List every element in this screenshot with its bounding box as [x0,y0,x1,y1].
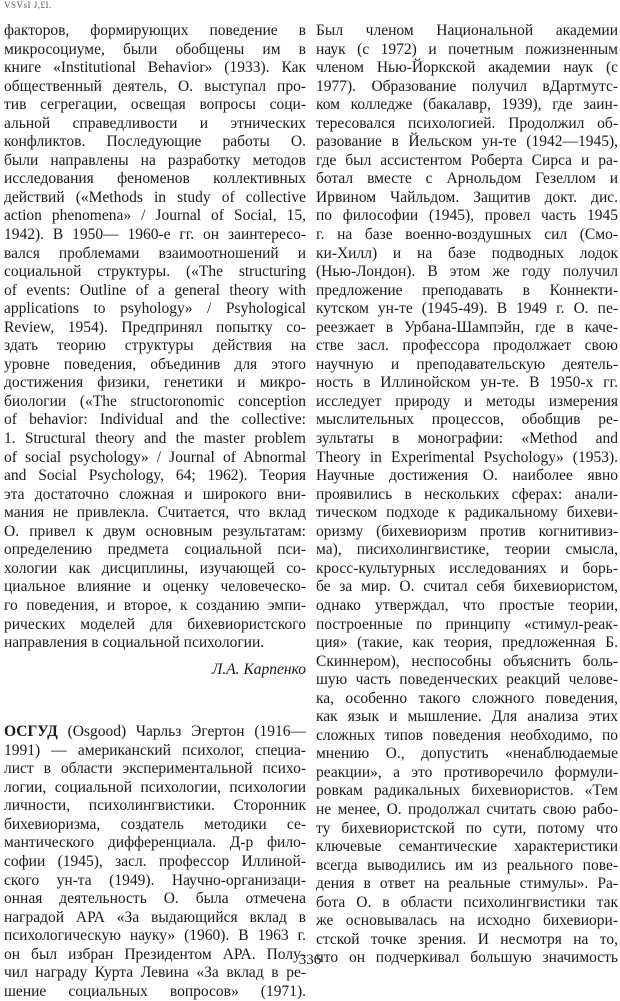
text-line: сложных типов поведения необходимо, по [316,726,618,744]
text-line: бихевиоризма, создатель методики се- [4,815,306,833]
text-line: построенные по принципу «стимул-реак- [316,615,618,633]
text-line: эта достаточно сложная и широкого вни- [4,485,306,503]
text-line: где был ассистентом Роберта Сирса и ра- [316,151,618,169]
text-line: О. привел к двум основным результатам: [4,522,306,540]
text-line: Review, 1954). Предпринял попытку со- [4,318,306,336]
text-line: всегда выводились им из реального пове- [316,856,618,874]
text-line: applications to psyhology» / Psyhological [4,300,306,318]
text-line: софии (1945), засл. профессор Иллиной- [4,852,306,870]
text-line: кутском ун-те (1945-49). В 1949 г. О. пе- [316,300,618,318]
text-line: реезжает в Урбана-Шампэйн, где в каче- [316,318,618,336]
text-line: бота О. в области психолингвистики так [316,893,618,911]
text-line: конфликтов. Последующие работы О. [4,133,306,151]
right-column [316,22,618,968]
text-line: общественный деятель, О. выступал про- [4,77,306,95]
text-line: достижения физики, генетики и микро- [4,374,306,392]
text-line: членом Нью-Йоркской академии наук (с [316,59,618,77]
text-line: бе за мир. О. считал себя бихевиористом, [316,578,618,596]
text-line: мыслительных процессов, обобщив ре- [316,411,618,429]
text-line: тив сегрегации, освещая вопросы соци- [4,96,306,114]
text-line: предложение преподавать в Коннекти- [316,281,618,299]
text-line: хологии как дисциплины, изучающей со- [4,559,306,577]
text-line: ка, особенно такого сложного поведения, [316,689,618,707]
text-line: рических моделей для бихевиористского [4,615,306,633]
text-line: of social psychology» / Journal of Abnormal [4,448,306,466]
entry-headword: ОСГУД [4,723,58,741]
text-line: тическом подходе к радикальному бихеви- [316,504,618,522]
text-line: ки-Хилл) и на базе подводных лодок [316,244,618,262]
text-line: (Нью-Лондон). В этом же году получил [316,263,618,281]
text-line: 1977). Образование получил вДартмутс- [316,77,618,95]
text-line: г. на базе военно-воздушных сил (Смо- [316,226,618,244]
text-line: Ирвином Чайльдом. Защитив докт. дис. [316,188,618,206]
text-line: психологическую науку» (1960). В 1963 г. [4,927,306,945]
author-signature: Л.А. Карпенко [211,660,306,678]
text-line: книге «Institutional Behavior» (1933). Как [4,59,306,77]
text-line: Скиннером), неспособны объяснить боль- [316,652,618,670]
text-line: направления в социальной психологии. [4,634,265,652]
text-line: социальной структуры. («The structuring [4,263,306,281]
text-line: реакции», а это противоречило формули- [316,763,618,781]
text-line: микросоциуме, были обобщены им в [4,40,306,58]
text-line: как язык и мышление. Для анализа этих [316,708,618,726]
text-line: биологии («The structoronomic conception [4,392,306,410]
text-line: альной справедливости и этнических [4,114,306,132]
text-line: зультаты в монографии: «Method and [316,430,618,448]
running-header: VSVsI J,£I. [4,0,52,10]
text-line: 1. Structural theory and the master problem [4,430,306,448]
text-line: мания не привлекла. Считается, что вклад [4,504,306,522]
text-line: чил награду Курта Левина «За вклад в ре- [4,964,306,982]
text-line: личности, психолингвистики. Сторонник [4,797,306,815]
text-line [4,723,306,742]
text-line: of events: Outline of a general theory with [4,281,306,299]
text-line: лист в области экспериментальной психо- [4,760,306,778]
text-line: были направлены на разработку методов [4,151,306,169]
text-line: факторов, формирующих поведение в [4,22,306,39]
text-line: ту бихевиористской по сути, потому что [316,819,618,837]
text-line: разование в Йельском ун-те (1942—1945), [316,133,618,151]
text-line: action phenomena» / Journal of Social, 15, [4,207,306,225]
text-line: циальное влияние и оценку человеческо- [4,578,306,596]
text-line: вался проблемами взаимоотношений и [4,244,306,262]
text-line: исследует природу и методы измерения [316,392,618,410]
text-line: ность в Иллинойском ун-те. В 1950-х гг. [316,374,618,392]
text-line: ция» (такие, как теория, предложенная Б. [316,634,618,652]
paragraph-1 [4,22,306,653]
text-line: он был избран Президентом АРА. Полу- [4,945,306,963]
text-line: определению предмета социальной пси- [4,541,306,559]
text-line: однако утверждал, что простые теории, [316,596,618,614]
text-line: научную и преподавательскую деятель- [316,355,618,373]
text-line: логии, социальной психологии, психологии [4,778,306,796]
text-line: 1942). В 1950— 1960-е гг. он заинтересо- [4,226,306,244]
text-line: ключевые семантические характеристики [316,838,618,856]
text-line: Был членом Национальной академии [316,22,618,39]
text-line: же основывалась на исходно бихевиори- [316,912,618,930]
text-line: Научные достижения О. наиболее явно [316,467,618,485]
text-line: тересовался психологией. Продолжил об- [316,114,618,132]
text-line: ровкам радикальных бихевиористов. «Тем [316,782,618,800]
entry-first-line: (Osgood) Чарльз Эгертон (1916— [57,723,306,741]
text-line: шение социальных вопросов» (1971). [4,982,306,1000]
text-line: ботал вместе с Арнольдом Гезеллом и [316,170,618,188]
text-line: ма), писихолингвистике, теории смысла, [316,541,618,559]
page-number: 336 [298,952,322,968]
text-line: стве засл. профессора продолжает свою [316,337,618,355]
text-line: of behavior: Individual and the collective: [4,411,306,429]
text-line: мнению О., допустить «ненаблюдаемые [316,745,618,763]
text-line: 1991) — американский психолог, специа- [4,741,306,759]
text-line: го поведения, и второе, к созданию эмпи- [4,596,306,614]
text-line: проявились в нескольких сферах: анали- [316,485,618,503]
text-line: что он подчеркивал большую значимость [316,949,618,967]
text-line: ком колледже (бакалавр, 1939), где заин- [316,96,618,114]
text-line: наградой АРА «За выдающийся вклад в [4,908,306,926]
text-line: здать теорию структуры действия на [4,337,306,355]
text-line: мантического дифференциала. Д-р фило- [4,834,306,852]
text-line: исследования феноменов коллективных [4,170,306,188]
text-line: действий («Methods in study of collective [4,188,306,206]
text-line: стской точке зрения. И несмотря на то, [316,930,618,948]
text-line: ского ун-та (1949). Научно-организаци- [4,871,306,889]
text-line: Theory in Experimental Psychology» (1953). [316,448,618,466]
text-line: наук (с 1972) и почетным пожизненным [316,40,618,58]
left-column [4,22,306,1001]
text-line: and Social Psychology, 64; 1962). Теория [4,467,306,485]
text-line: по философии (1945), провел часть 1945 [316,207,618,225]
text-line: кросс-культурных исследованиях и борь- [316,559,618,577]
text-line: шую часть поведенческих реакций челове- [316,671,618,689]
text-line: онная деятельность О. была отмечена [4,890,306,908]
text-line: уровне поведения, объединив для этого [4,355,306,373]
text-line: оризму (бихевиоризм против когнитивиз- [316,522,618,540]
text-line: дения в ответ на реальные стимулы». Ра- [316,875,618,893]
text-line: не менее, О. продолжал считать свою рабо- [316,800,618,818]
